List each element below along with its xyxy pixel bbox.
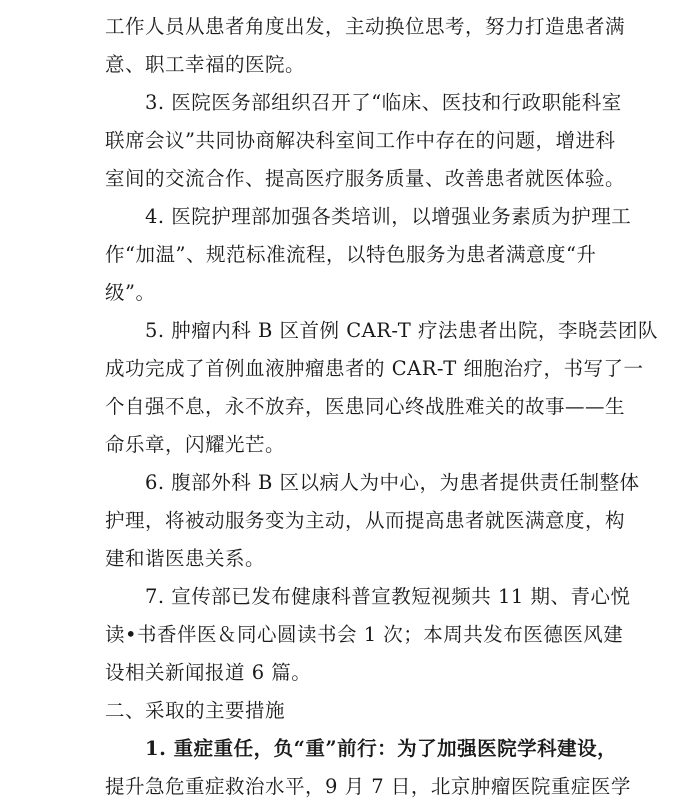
- paragraph-line: 个自强不息，永不放弃，医患同心终战胜难关的故事——生: [105, 395, 626, 418]
- section-heading: 二、采取的主要措施: [105, 699, 286, 722]
- paragraph-line: 意、职工幸福的医院。: [105, 53, 306, 76]
- paragraph-line: [105, 0, 595, 8]
- paragraph-line: 护理，将被动服务变为主动，从而提高患者就医满意度，构: [105, 509, 626, 532]
- paragraph-line: 读•书香伴医＆同心圆读书会 1 次；本周共发布医德医风建: [105, 623, 624, 646]
- paragraph-line: 联席会议”共同协商解决科室间工作中存在的问题，增进科: [105, 129, 616, 152]
- paragraph-line: 成功完成了首例血液肿瘤患者的 CAR-T 细胞治疗，书写了一: [105, 357, 644, 380]
- paragraph-line: 1. 重症重任，负“重”前行：为了加强医院学科建设，: [145, 737, 618, 760]
- paragraph-line: 7. 宣传部已发布健康科普宣教短视频共 11 期、青心悦: [145, 585, 631, 608]
- paragraph-line: 6. 腹部外科 B 区以病人为中心，为患者提供责任制整体: [145, 471, 640, 494]
- paragraph-line: 5. 肿瘤内科 B 区首例 CAR-T 疗法患者出院，李晓芸团队: [145, 319, 659, 342]
- paragraph-line: 3. 医院医务部组织召开了“临床、医技和行政职能科室: [145, 91, 622, 114]
- paragraph-line: 级”。: [105, 281, 156, 304]
- paragraph-line: 建和谐医患关系。: [105, 547, 266, 570]
- paragraph-line: 室间的交流合作、提高医疗服务质量、改善患者就医体验。: [105, 167, 626, 190]
- paragraph-line: 工作人员从患者角度出发，主动换位思考，努力打造患者满: [105, 15, 626, 38]
- paragraph-line: 设相关新闻报道 6 篇。: [105, 661, 312, 684]
- paragraph-line: 作“加温”、规范标准流程，以特色服务为患者满意度“升: [105, 243, 597, 266]
- paragraph-line: 提升急危重症救治水平，9 月 7 日，北京肿瘤医院重症医学: [105, 775, 631, 798]
- paragraph-line: 命乐章，闪耀光芒。: [105, 433, 286, 456]
- paragraph-line: 4. 医院护理部加强各类培训，以增强业务素质为护理工: [145, 205, 632, 228]
